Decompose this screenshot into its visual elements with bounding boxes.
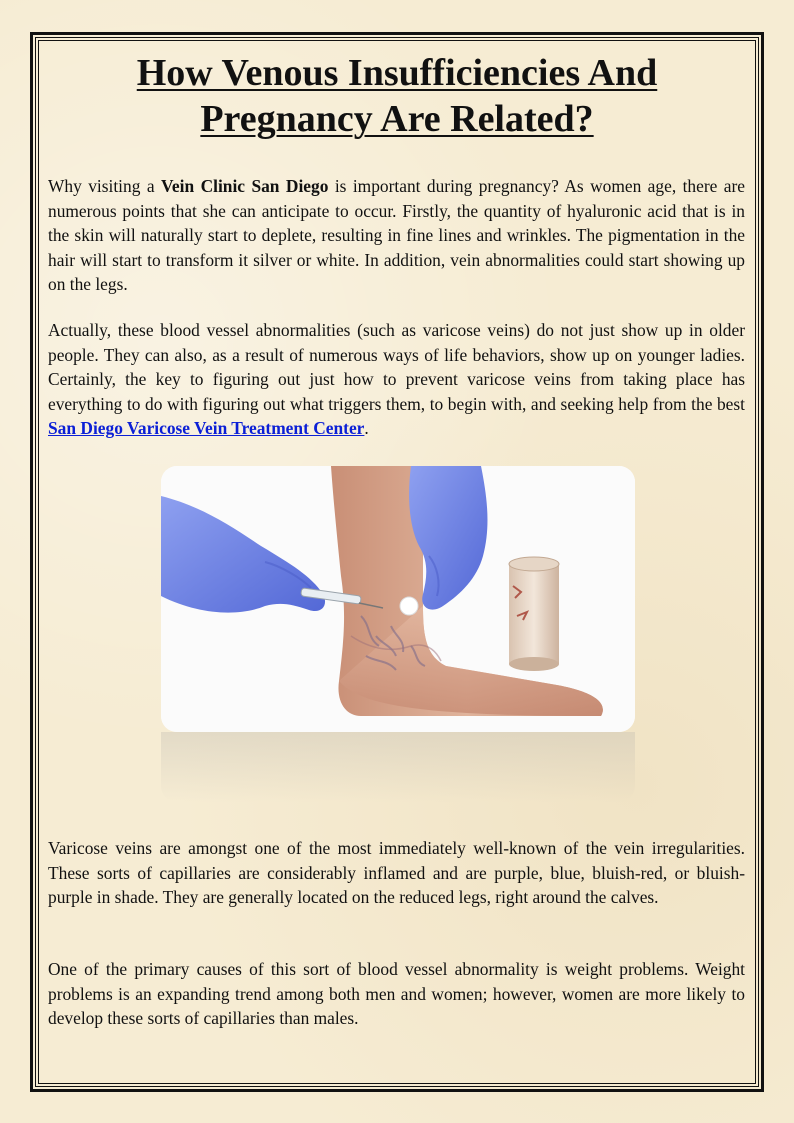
clinic-name-bold: Vein Clinic San Diego (160, 176, 329, 196)
treatment-center-link[interactable]: San Diego Varicose Vein Treatment Center (48, 418, 365, 439)
paragraph-varicose: Varicose veins are amongst one of the most immediately well-known of the vein irregularities. These sorts of capillaries are considerably inflamed and are purple, blue, bluish-red, or bluish-purple in shade. They are generally located on the reduced legs, right around the calves. (48, 838, 745, 908)
injection-illustration (161, 466, 635, 732)
paragraph-intro-rest: is important during pregnancy? As women age, there are numerous points that she can anticipate to occur. Firstly, the quantity of hyaluronic acid that is in the skin will naturally start to deplete, resulting in fine lines and wrinkles. The pigmentation in the hair will start to transform it silver or white. In addition, vein abnormalities could start showing up on the legs. (48, 176, 745, 295)
paragraph-causes-start: Actually, these blood vessel abnormalities (such as varicose veins) do not just show up in older people. They can also, as a result of numerous ways of life behaviors, show up on younger ladies. Certainly, the key to figuring out just how to prevent varicose veins from taking place has everything to do with figuring out what triggers them, to begin with, and seeking help from the best (48, 320, 745, 414)
paragraph-weight: One of the primary causes of this sort of blood vessel abnormality is weight problems. Weight problems is an expanding trend among both men and women; however, women are more likely to develop these sorts of capillaries than males. (48, 959, 745, 1029)
cotton-swab (400, 597, 418, 615)
paragraph-intro (48, 174, 745, 297)
vein-treatment-photo (161, 466, 635, 732)
page-title: How Venous Insufficiencies And Pregnancy Are Related? (136, 52, 658, 140)
paragraph-intro-start: Why visiting a (48, 176, 161, 196)
photo-reflection (161, 732, 635, 802)
bandage-roll (509, 557, 559, 671)
paragraph-causes-end: . (364, 418, 369, 439)
paragraph-causes (48, 318, 745, 441)
